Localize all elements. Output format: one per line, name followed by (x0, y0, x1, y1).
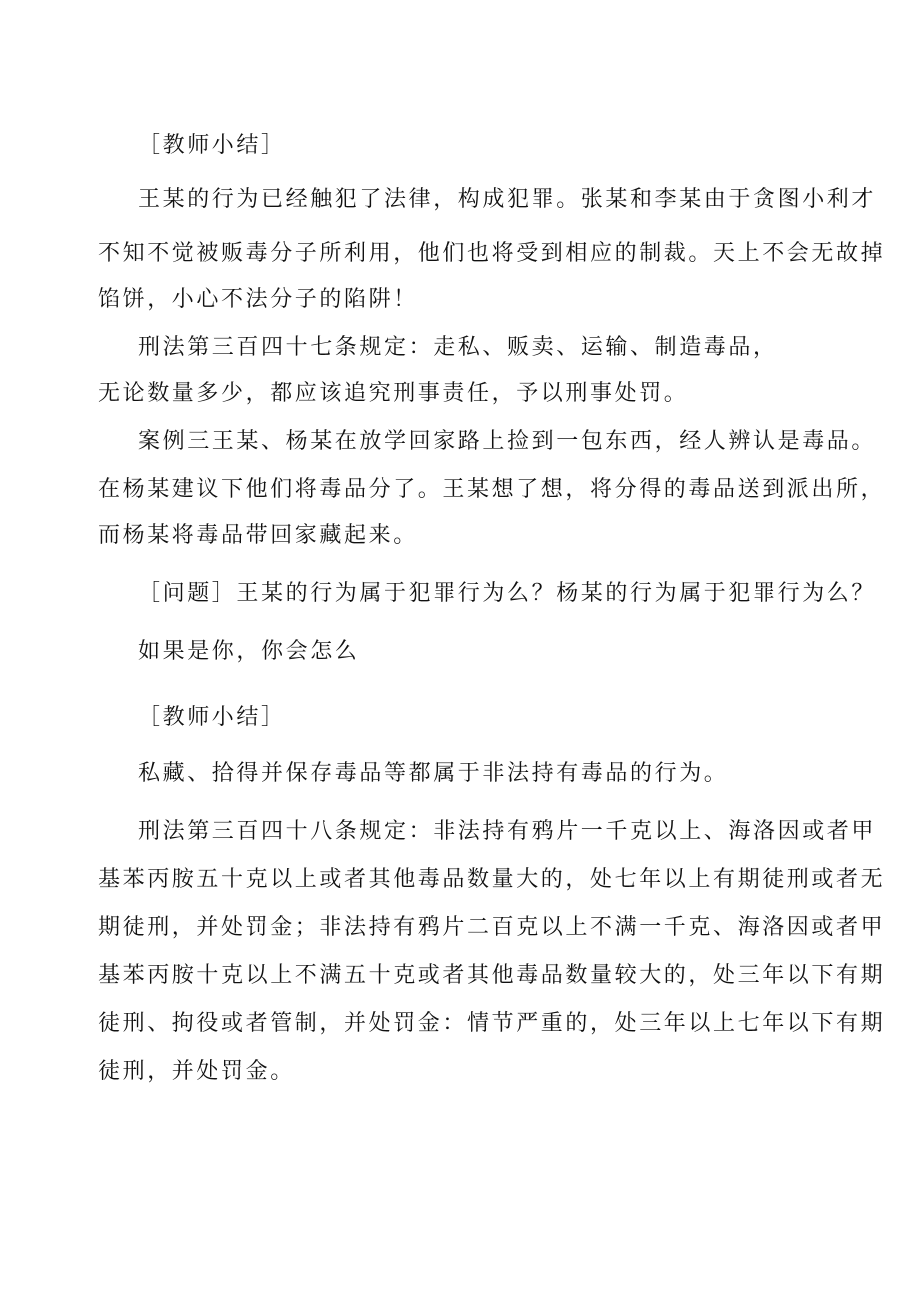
heading-teacher-summary: ［教师小结］ (138, 133, 286, 158)
question-line: ［问题］王某的行为属于犯罪行为么？杨某的行为属于犯罪行为么？ (138, 581, 877, 606)
paragraph-line: 不知不觉被贩毒分子所利用，他们也将受到相应的制裁。天上不会无故掉 (98, 241, 886, 266)
paragraph-line: 期徒刑，并处罚金；非法持有鸦片二百克以上不满一千克、海洛因或者甲 (98, 915, 886, 940)
paragraph-line: 馅饼，小心不法分子的陷阱！ (98, 287, 418, 312)
paragraph-line: 王某的行为已经触犯了法律，构成犯罪。张某和李某由于贪图小利才 (138, 187, 877, 212)
heading-teacher-summary: ［教师小结］ (138, 705, 286, 730)
paragraph-line: 在杨某建议下他们将毒品分了。王某想了想，将分得的毒品送到派出所， (98, 477, 886, 502)
paragraph-line: 案例三王某、杨某在放学回家路上捡到一包东西，经人辨认是毒品。 (138, 429, 877, 454)
paragraph-line: 无论数量多少，都应该追究刑事责任，予以刑事处罚。 (98, 381, 689, 406)
paragraph-line: 徒刑，并处罚金。 (98, 1059, 295, 1084)
paragraph-line: 基苯丙胺五十克以上或者其他毒品数量大的，处七年以上有期徒刑或者无 (98, 867, 886, 892)
paragraph-line: 私藏、拾得并保存毒品等都属于非法持有毒品的行为。 (138, 761, 729, 786)
paragraph-line: 刑法第三百四十八条规定：非法持有鸦片一千克以上、海洛因或者甲 (138, 819, 877, 844)
paragraph-line: 刑法第三百四十七条规定：走私、贩卖、运输、制造毒品， (138, 335, 778, 360)
paragraph-line: 如果是你，你会怎么 (138, 639, 360, 664)
paragraph-line: 而杨某将毒品带回家藏起来。 (98, 523, 418, 548)
paragraph-line: 徒刑、拘役或者管制，并处罚金：情节严重的，处三年以上七年以下有期 (98, 1011, 886, 1036)
paragraph-line: 基苯丙胺十克以上不满五十克或者其他毒品数量较大的，处三年以下有期 (98, 963, 886, 988)
